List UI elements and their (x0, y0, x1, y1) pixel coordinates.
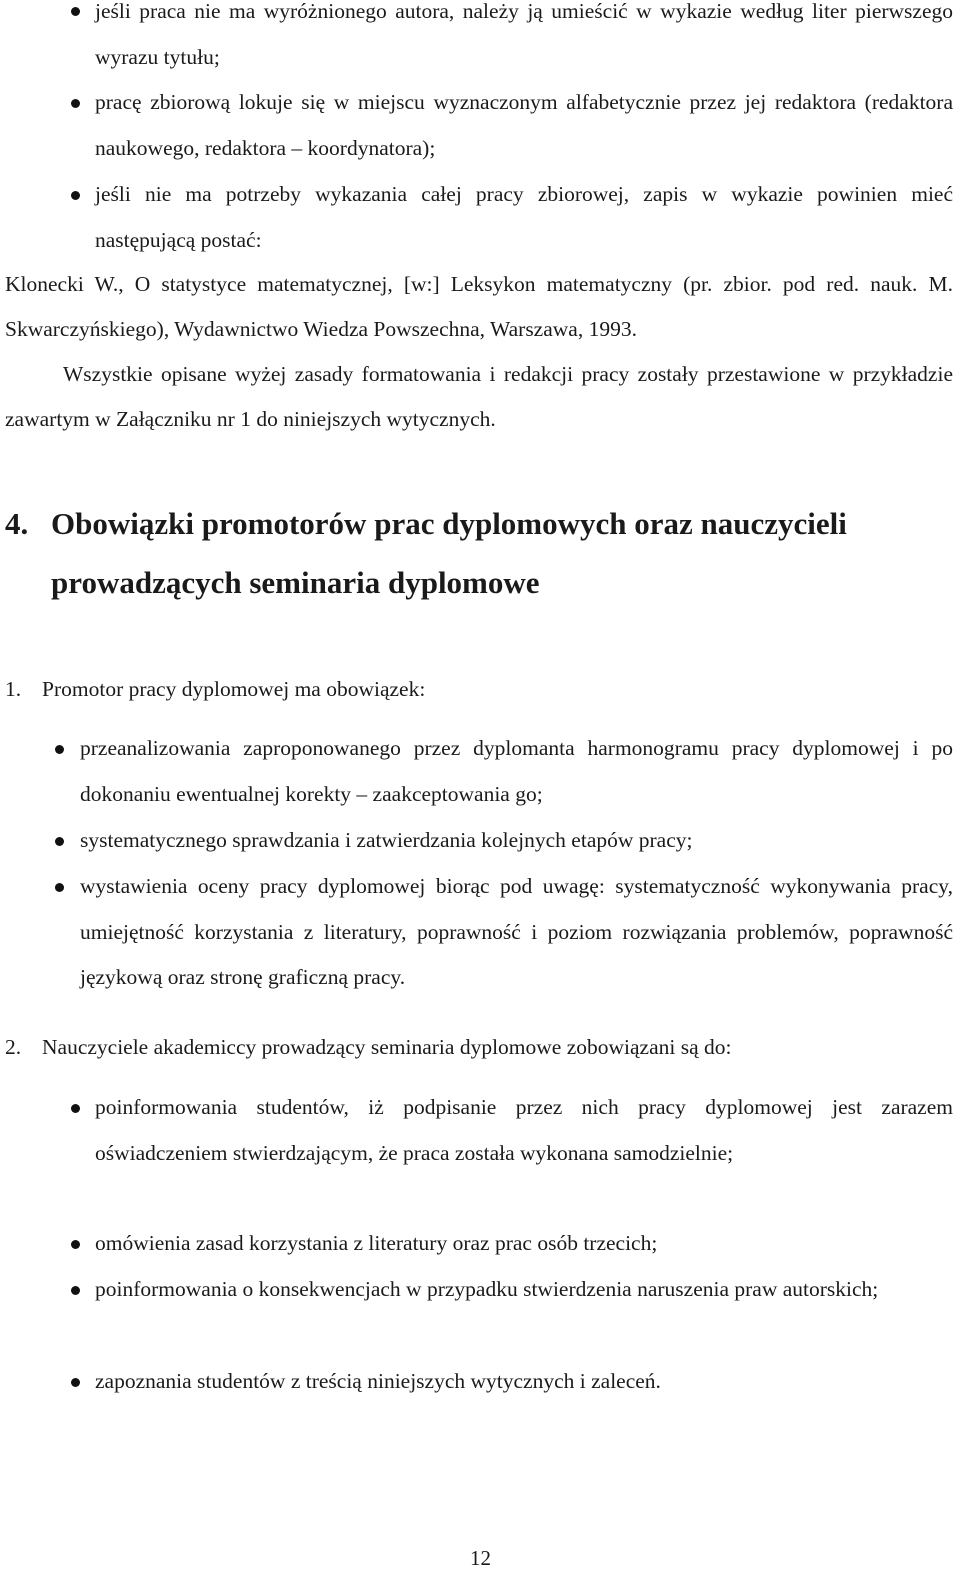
section-title: Obowiązki promotorów prac dyplomowych oraz nauczycieli prowadzących seminaria dyplomowe (51, 506, 847, 600)
summary-paragraph: Wszystkie opisane wyżej zasady formatowania i redakcji pracy zostały przestawione w przykładzie zawartym w Załączniku nr 1 do niniejszych wytycznych. (5, 362, 953, 431)
list-item-text: jeśli nie ma potrzeby wykazania całej pracy zbiorowej, zapis w wykazie powinien mieć następującą postać: (95, 182, 953, 252)
bullet-icon (71, 1286, 80, 1295)
bullet-icon (55, 883, 64, 892)
point-2 (5, 1025, 955, 1070)
list-item (0, 80, 955, 172)
section-number: 4. (5, 506, 29, 541)
list-item-text: poinformowania o konsekwencjach w przypadku stwierdzenia naruszenia praw autorskich; (95, 1277, 879, 1301)
page-number: 12 (470, 1546, 491, 1570)
bullet-icon (71, 1240, 80, 1249)
list-item (0, 864, 955, 1002)
bullet-icon (71, 191, 80, 200)
bullet-icon (55, 837, 64, 846)
bullet-icon (71, 1378, 80, 1387)
list-item (0, 1359, 955, 1405)
example-reference: Klonecki W., O statystyce matematycznej, [w:] Leksykon matematyczny (pr. zbior. pod red. nauk. M. Skwarczyńskiego), Wydawnictwo Wiedza Powszechna, Warszawa, 1993. (5, 272, 953, 341)
list-item-text: pracę zbiorową lokuje się w miejscu wyznaczonym alfabetycznie przez jej redaktora (redaktora naukowego, redaktora – koordynatora); (95, 90, 953, 160)
bullet-icon (71, 1104, 80, 1113)
list-item (0, 818, 955, 864)
section-heading (5, 494, 955, 614)
bullet-icon (71, 99, 80, 108)
point-number: 1. (5, 677, 22, 701)
point-number: 2. (5, 1035, 22, 1059)
list-item-text: wystawienia oceny pracy dyplomowej biorąc pod uwagę: systematyczność wykonywania pracy, umiejętność korzystania z literatury, poprawność i poziom rozwiązania problemów, poprawność językową oraz stronę graficzną pracy. (80, 874, 953, 989)
list-item (0, 0, 955, 86)
point-1 (5, 667, 955, 712)
bullet-icon (71, 7, 80, 16)
list-item (0, 726, 955, 818)
list-item (0, 172, 955, 264)
list-item-text: jeśli praca nie ma wyróżnionego autora, należy ją umieścić w wykazie według liter pierwszego wyrazu tytułu; (95, 0, 953, 69)
list-item (0, 1267, 955, 1359)
point-text: Nauczyciele akademiccy prowadzący seminaria dyplomowe zobowiązani są do: (42, 1035, 732, 1059)
bullet-icon (55, 745, 64, 754)
list-item-text: poinformowania studentów, iż podpisanie przez nich pracy dyplomowej jest zarazem oświadczeniem stwierdzającym, że praca została wykonana samodzielnie; (95, 1095, 953, 1165)
list-item (0, 1221, 955, 1267)
point-text: Promotor pracy dyplomowej ma obowiązek: (42, 677, 426, 701)
list-item-text: zapoznania studentów z treścią niniejszych wytycznych i zaleceń. (95, 1369, 661, 1393)
list-item-text: omówienia zasad korzystania z literatury oraz prac osób trzecich; (95, 1231, 658, 1255)
list-item-text: przeanalizowania zaproponowanego przez dyplomanta harmonogramu pracy dyplomowej i po dokonaniu ewentualnej korekty – zaakceptowania go; (80, 736, 953, 806)
list-item-text: systematycznego sprawdzania i zatwierdzania kolejnych etapów pracy; (80, 828, 693, 852)
list-item (0, 1085, 955, 1223)
